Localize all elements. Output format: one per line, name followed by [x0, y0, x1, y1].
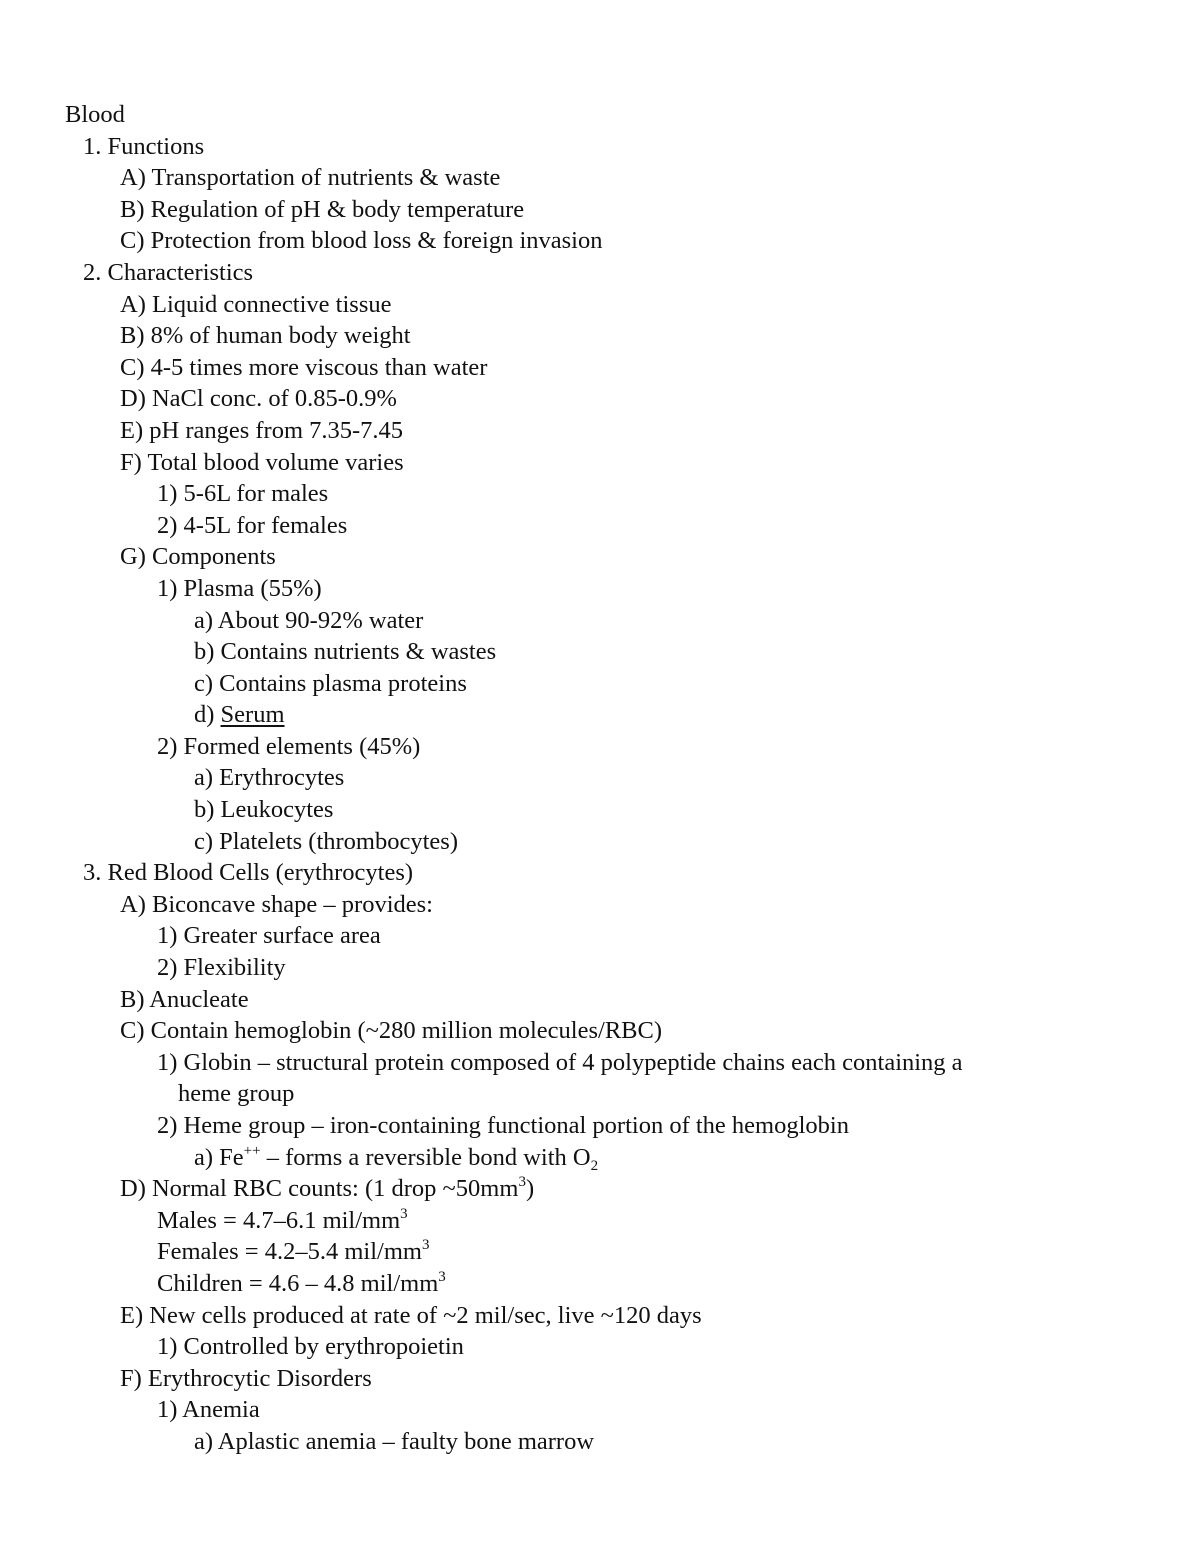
list-item: C) 4-5 times more viscous than water: [120, 353, 488, 381]
text-run: ): [525, 1175, 535, 1203]
list-item: 1) 5-6L for males: [157, 480, 329, 508]
superscript: 3: [400, 1205, 408, 1222]
list-item: C) Contain hemoglobin (~280 million molecules/RBC): [120, 1017, 663, 1045]
list-item: a) About 90-92% water: [194, 606, 424, 634]
list-item-continuation: heme group: [178, 1080, 295, 1108]
list-item: G) Components: [120, 543, 276, 571]
list-item: A) Transportation of nutrients & waste: [120, 164, 501, 192]
subscript: 2: [590, 1157, 599, 1174]
list-item: 1) Plasma (55%): [157, 574, 322, 602]
text-run: Females = 4.2–5.4 mil/mm: [157, 1238, 422, 1266]
superscript: 3: [518, 1174, 526, 1191]
list-item: 2) Flexibility: [157, 954, 286, 982]
list-item: E) pH ranges from 7.35-7.45: [120, 416, 404, 444]
text-run: D) Normal RBC counts: (1 drop ~50mm: [120, 1175, 519, 1203]
list-item: D) NaCl conc. of 0.85-0.9%: [120, 385, 397, 413]
list-item: 1) Anemia: [157, 1396, 260, 1424]
list-item-rbc-counts: [0, 1173, 1200, 1205]
list-item: C) Protection from blood loss & foreign invasion: [120, 227, 603, 255]
list-item: B) 8% of human body weight: [120, 322, 411, 350]
list-item: A) Liquid connective tissue: [120, 290, 392, 318]
list-item: B) Anucleate: [120, 985, 249, 1013]
text-run: a) Fe: [194, 1143, 244, 1171]
list-item: a) Aplastic anemia – faulty bone marrow: [194, 1427, 595, 1455]
list-item: B) Regulation of pH & body temperature: [120, 195, 525, 223]
document-body: [0, 99, 1200, 1458]
count-children: [0, 1268, 1200, 1300]
underlined-term: Serum: [220, 701, 285, 729]
list-item: a) Erythrocytes: [194, 764, 345, 792]
text-run: Males = 4.7–6.1 mil/mm: [157, 1206, 401, 1234]
list-item-serum: [0, 699, 1200, 731]
list-item: c) Platelets (thrombocytes): [194, 827, 458, 855]
section-heading-red-blood-cells: 3. Red Blood Cells (erythrocytes): [83, 859, 414, 887]
superscript: 3: [438, 1268, 446, 1285]
list-item: F) Erythrocytic Disorders: [120, 1364, 372, 1392]
list-item: c) Contains plasma proteins: [194, 669, 467, 697]
section-heading-functions: 1. Functions: [83, 132, 205, 160]
section-heading-characteristics: 2. Characteristics: [83, 258, 254, 286]
text-run: Children = 4.6 – 4.8 mil/mm: [157, 1269, 439, 1297]
count-males: [0, 1205, 1200, 1237]
list-item: 1) Greater surface area: [157, 922, 381, 950]
document-title: Blood: [65, 101, 125, 128]
text-run: – forms a reversible bond with O: [260, 1143, 591, 1171]
list-item-iron: [0, 1142, 1200, 1174]
list-item: A) Biconcave shape – provides:: [120, 890, 433, 918]
list-item: 1) Globin – structural protein composed of 4 polypeptide chains each containing a: [157, 1048, 963, 1076]
list-item: 2) 4-5L for females: [157, 511, 348, 539]
list-item: 2) Formed elements (45%): [157, 732, 421, 760]
list-item: 1) Controlled by erythropoietin: [157, 1333, 464, 1361]
superscript: ++: [243, 1142, 261, 1159]
list-item: b) Contains nutrients & wastes: [194, 638, 497, 666]
list-item: F) Total blood volume varies: [120, 448, 404, 476]
superscript: 3: [421, 1237, 430, 1254]
count-females: [0, 1236, 1200, 1268]
list-item: b) Leukocytes: [194, 796, 334, 824]
list-item: E) New cells produced at rate of ~2 mil/sec, live ~120 days: [120, 1301, 702, 1329]
list-item: 2) Heme group – iron-containing functional portion of the hemoglobin: [157, 1112, 849, 1139]
list-marker: d): [194, 701, 221, 729]
